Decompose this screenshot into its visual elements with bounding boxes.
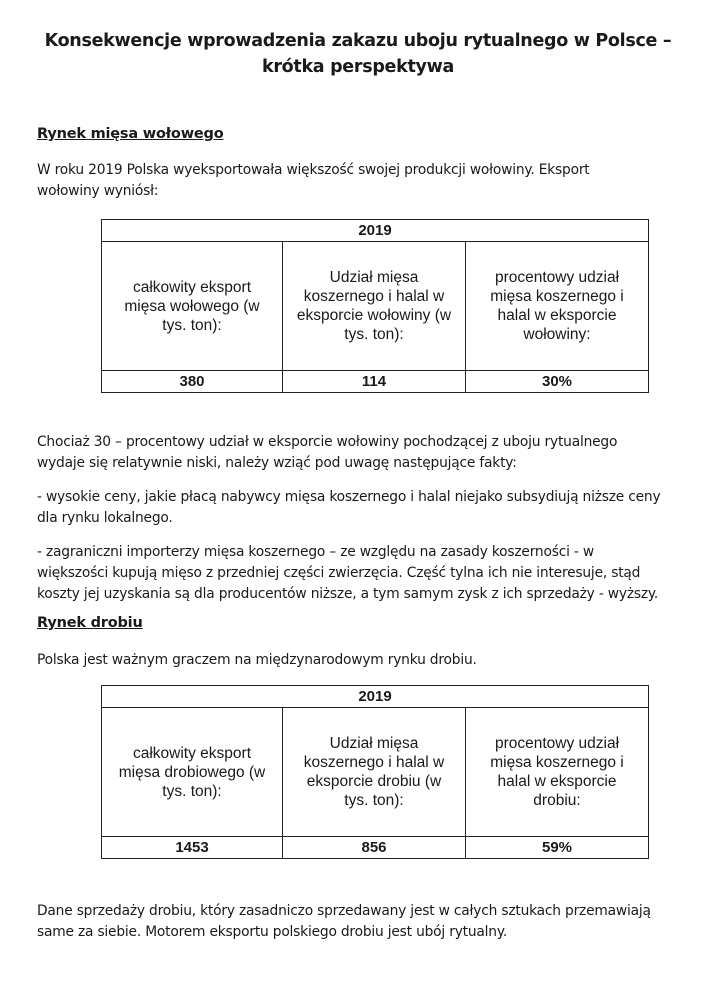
beef-intro-paragraph [37, 160, 677, 202]
table-cell-kosher-halal-percent: 59% [466, 837, 649, 859]
beef-point-2 [37, 542, 677, 605]
column-header-kosher-halal-percent: procentowy udział mięsa koszernego i halal w eksporcie drobiu: [466, 708, 649, 837]
text-line: Chociaż 30 – procentowy udział w eksporcie wołowiny pochodzącej z uboju rytualnego [37, 434, 618, 450]
text-line: większości kupują mięso z przedniej części zwierzęcia. Część tylna ich nie interesuje, stąd [37, 565, 641, 581]
text-line: Polska jest ważnym graczem na międzynarodowym rynku drobiu. [37, 652, 477, 668]
text-line: dla rynku lokalnego. [37, 510, 173, 526]
poultry-section-heading: Rynek drobiu [37, 615, 143, 631]
text-line: koszty jej uzyskania są dla producentów niższe, a tym samym zysk z ich sprzedaży - wyższy. [37, 586, 659, 602]
table-cell-total-export: 380 [102, 371, 283, 393]
text-line: W roku 2019 Polska wyeksportowała większość swojej produkcji wołowiny. Eksport [37, 162, 590, 178]
poultry-conclusion-paragraph [37, 901, 677, 943]
column-header-kosher-halal-percent: procentowy udział mięsa koszernego i halal w eksporcie wołowiny: [466, 242, 649, 371]
column-header-total-export: całkowity eksport mięsa drobiowego (w tys. ton): [102, 708, 283, 837]
table-cell-kosher-halal-share: 114 [283, 371, 466, 393]
title-line-1: Konsekwencje wprowadzenia zakazu uboju rytualnego w Polsce – [44, 31, 672, 51]
beef-point-1 [37, 487, 677, 529]
text-line: wydaje się relatywnie niski, należy wziąć pod uwagę następujące fakty: [37, 455, 517, 471]
beef-export-table [101, 219, 649, 393]
poultry-intro-paragraph [37, 650, 677, 671]
table-year-header: 2019 [102, 686, 649, 708]
beef-analysis-paragraph [37, 432, 677, 474]
column-header-total-export: całkowity eksport mięsa wołowego (w tys. ton): [102, 242, 283, 371]
text-line: same za siebie. Motorem eksportu polskiego drobiu jest ubój rytualny. [37, 924, 508, 940]
column-header-kosher-halal-share: Udział mięsa koszernego i halal w eksporcie wołowiny (w tys. ton): [283, 242, 466, 371]
column-header-kosher-halal-share: Udział mięsa koszernego i halal w eksporcie drobiu (w tys. ton): [283, 708, 466, 837]
document-title [0, 28, 716, 80]
beef-section-heading: Rynek mięsa wołowego [37, 126, 224, 142]
title-line-2: krótka perspektywa [261, 57, 455, 77]
table-cell-kosher-halal-share: 856 [283, 837, 466, 859]
text-line: Dane sprzedaży drobiu, który zasadniczo sprzedawany jest w całych sztukach przemawiają [37, 903, 651, 919]
text-line: - zagraniczni importerzy mięsa koszernego – ze względu na zasady koszerności - w [37, 544, 594, 560]
table-cell-total-export: 1453 [102, 837, 283, 859]
text-line: - wysokie ceny, jakie płacą nabywcy mięsa koszernego i halal niejako subsydiują niższe ceny [37, 489, 661, 505]
table-cell-kosher-halal-percent: 30% [466, 371, 649, 393]
text-line: wołowiny wyniósł: [37, 183, 159, 199]
table-year-header: 2019 [102, 220, 649, 242]
poultry-export-table [101, 685, 649, 859]
